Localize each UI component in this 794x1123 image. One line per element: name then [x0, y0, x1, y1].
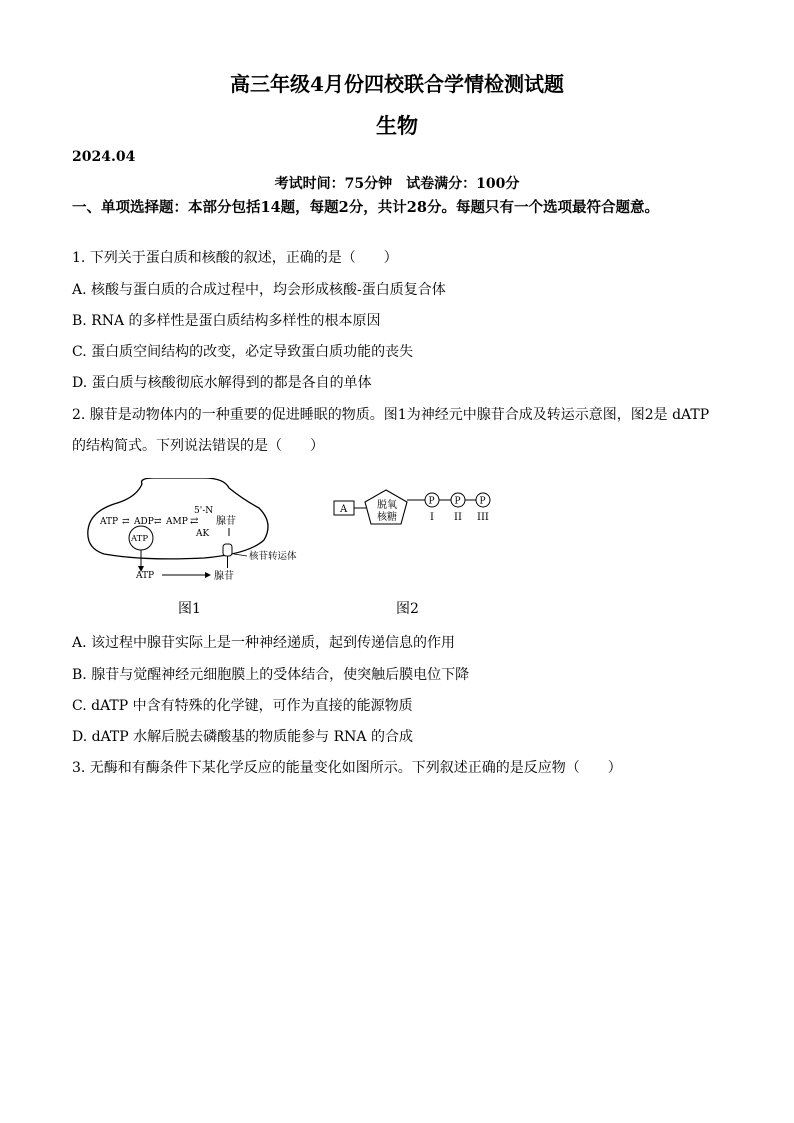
transporter-pointer [234, 554, 247, 556]
fig1-amp: AMP [166, 517, 188, 527]
q2-option-b: B. 腺苷与觉醒神经元细胞膜上的受体结合，使突触后膜电位下降 [72, 667, 470, 683]
figure-1-neuron-diagram [84, 478, 314, 588]
fig1-enzyme-5n: 5'-N [194, 506, 214, 516]
nucleoside-transporter [223, 544, 232, 556]
section-heading: 一、单项选择题：本部分包括14题，每题2分，共计28分。每题只有一个选项最符合题意。 [72, 199, 659, 216]
figure-2-datp-structure [330, 488, 500, 536]
fig1-atp-circle-label: ATP [131, 534, 149, 544]
figure-2-caption: 图2 [396, 601, 419, 617]
q1-option-d: D. 蛋白质与核酸彻底水解得到的都是各自的单体 [72, 375, 372, 391]
fig2-p3: P [479, 496, 486, 507]
fig2-label-1: I [430, 512, 434, 523]
fig2-p2: P [454, 496, 461, 507]
fig1-arrow-2: ⇄ [154, 517, 162, 527]
q1-option-b: B. RNA 的多样性是蛋白质结构多样性的根本原因 [72, 313, 381, 329]
subject-title: 生物 [376, 113, 418, 138]
fig1-adenosine: 腺苷 [216, 516, 236, 527]
q1-stem: 1. 下列关于蛋白质和核酸的叙述，正确的是（ ） [72, 250, 398, 266]
fig1-adenosine-out: 腺苷 [214, 571, 234, 582]
exam-info: 考试时间：75分钟 试卷满分：100分 [274, 176, 520, 192]
q2-option-d: D. dATP 水解后脱去磷酸基的物质能参与 RNA 的合成 [72, 729, 413, 745]
q1-option-c: C. 蛋白质空间结构的改变，必定导致蛋白质功能的丧失 [72, 344, 414, 360]
fig2-sugar-line2: 核糖 [377, 512, 397, 523]
fig1-adp: ADP [134, 517, 154, 527]
q2-option-a: A. 该过程中腺苷实际上是一种神经递质，起到传递信息的作用 [72, 635, 456, 651]
fig1-atp: ATP [100, 517, 119, 527]
fig1-transporter-label: 核苷转运体 [249, 551, 297, 562]
fig2-p1: P [428, 496, 435, 507]
fig2-base: A [340, 504, 348, 515]
q2-stem-line2: 的结构简式。下列说法错误的是（ ） [72, 438, 324, 454]
fig2-label-3: III [477, 512, 489, 523]
q3-stem: 3. 无酶和有酶条件下某化学反应的能量变化如图所示。下列叙述正确的是反应物（ ） [72, 760, 622, 776]
exam-title: 高三年级4月份四校联合学情检测试题 [230, 72, 564, 96]
q2-option-c: C. dATP 中含有特殊的化学键，可作为直接的能源物质 [72, 698, 413, 714]
q1-option-a: A. 核酸与蛋白质的合成过程中，均会形成核酸-蛋白质复合体 [72, 282, 446, 298]
exam-date: 2024.04 [72, 149, 136, 165]
fig1-atp-out: ATP [136, 571, 155, 581]
fig2-label-2: II [454, 512, 462, 523]
outside-arrowhead [205, 572, 211, 578]
fig1-arrow-1: ⇄ [122, 517, 130, 527]
fig2-sugar-line1: 脱氧 [377, 500, 397, 511]
q2-stem-line1: 2. 腺苷是动物体内的一种重要的促进睡眠的物质。图1为神经元中腺苷合成及转运示意图，图2是 dATP [72, 407, 710, 423]
fig1-arrow-3: ⇄ [190, 516, 199, 527]
figure-1-caption: 图1 [178, 601, 201, 617]
fig1-enzyme-ak: AK [196, 529, 210, 539]
